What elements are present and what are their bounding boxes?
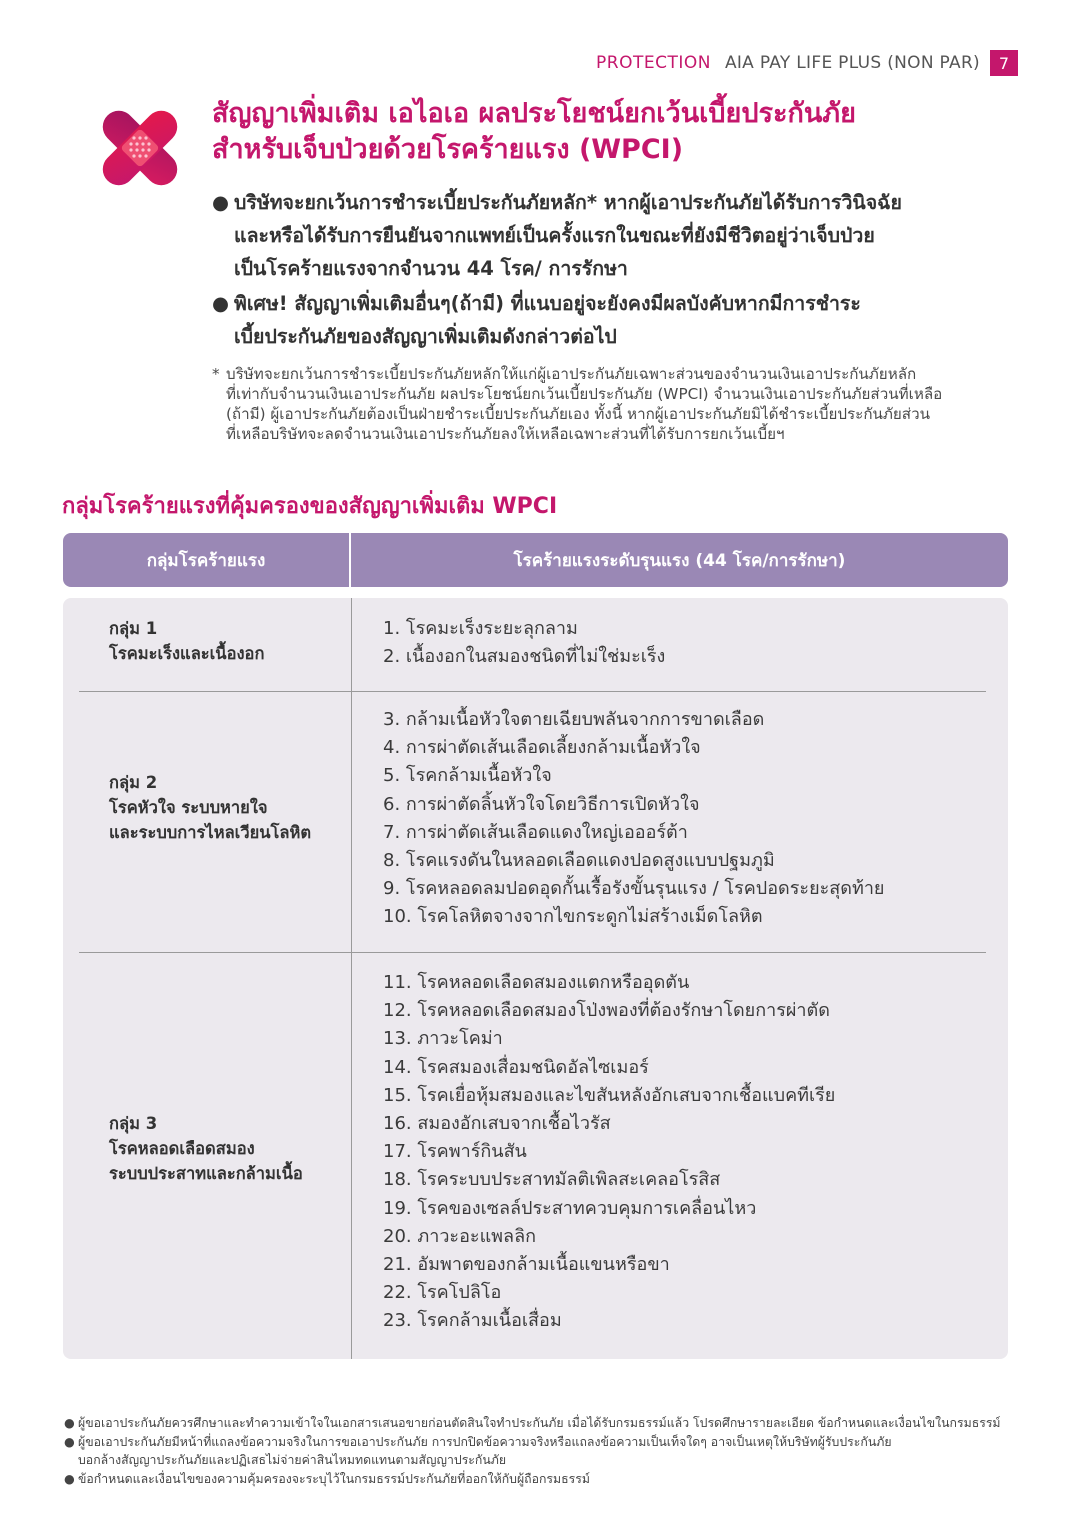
bullet-line: บริษัทจะยกเว้นการชำระเบี้ยประกันภัยหลัก* หากผู้เอาประกันภัยได้รับการวินิจฉัย bbox=[234, 191, 902, 214]
disclaimer-footer bbox=[64, 1414, 1024, 1488]
footnote-asterisk bbox=[212, 364, 1012, 444]
page-number: 7 bbox=[990, 50, 1018, 76]
disease-item: 6. การผ่าตัดลิ้นหัวใจโดยวิธีการเปิดหัวใจ bbox=[383, 793, 700, 815]
bullet-dot-icon: ● bbox=[212, 191, 230, 214]
row-divider bbox=[79, 691, 986, 692]
disease-item: 12. โรคหลอดเลือดสมองโป่งพองที่ต้องรักษาโดยการผ่าตัด bbox=[383, 1000, 830, 1022]
disclaimer-line: ผู้ขอเอาประกันภัยควรศึกษาและทำความเข้าใจในเอกสารเสนอขายก่อนตัดสินใจทำประกันภัย เมื่อได้รับกรมธรรม์แล้ว โปรดศึกษารายละเอียด ข้อกำหนดและเงื่อนไขในกรมธรรม์ bbox=[78, 1416, 1001, 1430]
disclaimer-item bbox=[64, 1414, 1024, 1433]
table-header bbox=[63, 533, 1008, 587]
disease-item: 21. อัมพาตของกล้ามเนื้อแขนหรือขา bbox=[383, 1254, 670, 1276]
group-label-2 bbox=[109, 770, 311, 845]
bullet-dot-icon: ● bbox=[212, 292, 230, 315]
note-line: บริษัทจะยกเว้นการชำระเบี้ยประกันภัยหลักให้แก่ผู้เอาประกันภัยเฉพาะส่วนของจำนวนเงินเอาประกันภัยหลัก bbox=[226, 365, 917, 383]
disease-item: 16. สมองอักเสบจากเชื้อไวรัส bbox=[383, 1113, 611, 1135]
disclaimer-item bbox=[64, 1433, 1024, 1470]
disease-item: 22. โรคโปลิโอ bbox=[383, 1282, 502, 1304]
bullet-dot-icon: ● bbox=[64, 1416, 75, 1430]
disease-item: 13. ภาวะโคม่า bbox=[383, 1028, 503, 1050]
group-label-line: กลุ่ม 1 bbox=[109, 619, 158, 638]
page-title bbox=[212, 96, 992, 168]
bullet-line: เป็นโรคร้ายแรงจากจำนวน 44 โรค/ การรักษา bbox=[234, 257, 628, 280]
group-label-line: โรคหลอดเลือดสมอง bbox=[109, 1139, 255, 1158]
disease-item: 7. การผ่าตัดเส้นเลือดแดงใหญ่เอออร์ต้า bbox=[383, 821, 688, 843]
benefit-bullet bbox=[212, 186, 1012, 285]
disease-item: 19. โรคของเซลล์ประสาทควบคุมการเคลื่อนไหว bbox=[383, 1197, 757, 1219]
disease-list-group-1 bbox=[383, 615, 665, 671]
bullet-line: เบี้ยประกันภัยของสัญญาเพิ่มเติมดังกล่าวต่อไป bbox=[234, 325, 617, 348]
disease-item: 8. โรคแรงดันในหลอดเลือดแดงปอดสูงแบบปฐมภูมิ bbox=[383, 850, 775, 872]
column-header-group: กลุ่มโรคร้ายแรง bbox=[63, 533, 351, 587]
disease-table bbox=[63, 598, 1008, 1359]
disease-item: 2. เนื้องอกในสมองชนิดที่ไม่ใช่มะเร็ง bbox=[383, 646, 666, 668]
page-header bbox=[596, 50, 1018, 76]
disease-item: 14. โรคสมองเสื่อมชนิดอัลไซเมอร์ bbox=[383, 1056, 649, 1078]
disease-item: 1. โรคมะเร็งระยะลุกลาม bbox=[383, 618, 578, 639]
disclaimer-line: ผู้ขอเอาประกันภัยมีหน้าที่แถลงข้อความจริงในการขอเอาประกันภัย การปกปิดข้อความจริงหรือแถลงข้อความเป็นเท็จใดๆ อาจเป็นเหตุให้บริษัทผู้รับประกันภัย bbox=[78, 1434, 892, 1449]
header-section-label: PROTECTION bbox=[596, 53, 711, 73]
note-line: (ถ้ามี) ผู้เอาประกันภัยต้องเป็นฝ่ายชำระเบี้ยประกันภัยเอง ทั้งนี้ หากผู้เอาประกันภัยมิได้ชำระเบี้ยประกันภัยส่วน bbox=[226, 405, 930, 423]
group-label-line: ระบบประสาทและกล้ามเนื้อ bbox=[109, 1164, 303, 1183]
group-label-line: โรคมะเร็งและเนื้องอก bbox=[109, 644, 265, 663]
disease-item: 17. โรคพาร์กินสัน bbox=[383, 1141, 527, 1163]
note-line: ที่เท่ากับจำนวนเงินเอาประกันภัย ผลประโยชน์ยกเว้นเบี้ยประกันภัย (WPCI) จำนวนเงินเอาประกันภัยส่วนที่เหลือ bbox=[226, 385, 943, 403]
bullet-line: พิเศษ! สัญญาเพิ่มเติมอื่นๆ(ถ้ามี) ที่แนบอยู่จะยังคงมีผลบังคับหากมีการชำระ bbox=[234, 292, 861, 315]
disease-item: 10. โรคโลหิตจางจากไขกระดูกไม่สร้างเม็ดโลหิต bbox=[383, 906, 763, 928]
disclaimer-line: ข้อกำหนดและเงื่อนไขของความคุ้มครองจะระบุไว้ในกรมธรรม์ประกันภัยที่ออกให้กับผู้ถือกรมธรรม์ bbox=[78, 1471, 590, 1486]
disease-item: 11. โรคหลอดเลือดสมองแตกหรืออุดตัน bbox=[383, 972, 690, 993]
disease-item: 15. โรคเยื่อหุ้มสมองและไขสันหลังอักเสบจากเชื้อแบคทีเรีย bbox=[383, 1084, 836, 1106]
disclaimer-line: บอกล้างสัญญาประกันภัยและปฏิเสธไม่จ่ายค่าสินไหมทดแทนตามสัญญาประกันภัย bbox=[78, 1453, 507, 1467]
benefit-bullets bbox=[212, 186, 1012, 355]
group-label-line: กลุ่ม 3 bbox=[109, 1114, 158, 1133]
disease-item: 18. โรคระบบประสาทมัลติเพิลสะเคลอโรสิส bbox=[383, 1169, 721, 1191]
bullet-dot-icon: ● bbox=[64, 1434, 75, 1449]
benefit-bullet bbox=[212, 287, 1012, 353]
group-label-3 bbox=[109, 1111, 303, 1186]
disease-item: 20. ภาวะอะแพลลิก bbox=[383, 1225, 536, 1247]
disclaimer-item bbox=[64, 1470, 1024, 1489]
column-divider bbox=[351, 598, 352, 1359]
title-line: สำหรับเจ็บป่วยด้วยโรคร้ายแรง (WPCI) bbox=[212, 134, 684, 165]
disease-item: 9. โรคหลอดลมปอดอุดกั้นเรื้อรังขั้นรุนแรง / โรคปอดระยะสุดท้าย bbox=[383, 878, 885, 900]
bullet-dot-icon: ● bbox=[64, 1471, 75, 1486]
disease-item: 23. โรคกล้ามเนื้อเสื่อม bbox=[383, 1310, 562, 1332]
bullet-line: และหรือได้รับการยืนยันจากแพทย์เป็นครั้งแรกในขณะที่ยังมีชีวิตอยู่ว่าเจ็บป่วย bbox=[234, 224, 875, 247]
note-line: ที่เหลือบริษัทจะลดจำนวนเงินเอาประกันภัยลงให้เหลือเฉพาะส่วนที่ได้รับการยกเว้นเบี้ยฯ bbox=[226, 425, 785, 443]
header-product-name: AIA PAY LIFE PLUS (NON PAR) bbox=[724, 53, 980, 73]
disease-list-group-2 bbox=[383, 706, 884, 932]
section-title: กลุ่มโรคร้ายแรงที่คุ้มครองของสัญญาเพิ่มเติม WPCI bbox=[62, 494, 558, 519]
group-label-line: และระบบการไหลเวียนโลหิต bbox=[109, 823, 312, 842]
row-divider bbox=[79, 952, 986, 953]
disease-item: 3. กล้ามเนื้อหัวใจตายเฉียบพลันจากการขาดเลือด bbox=[383, 709, 765, 730]
column-header-diseases: โรคร้ายแรงระดับรุนแรง (44 โรค/การรักษา) bbox=[513, 550, 846, 571]
disease-item: 5. โรคกล้ามเนื้อหัวใจ bbox=[383, 765, 552, 787]
group-label-1 bbox=[109, 616, 264, 666]
group-label-line: โรคหัวใจ ระบบหายใจ bbox=[109, 798, 268, 817]
group-label-line: กลุ่ม 2 bbox=[109, 773, 158, 792]
title-line: สัญญาเพิ่มเติม เอไอเอ ผลประโยชน์ยกเว้นเบี้ยประกันภัย bbox=[212, 98, 856, 129]
disease-list-group-3 bbox=[383, 969, 835, 1336]
bandage-cross-icon bbox=[96, 104, 184, 192]
disease-item: 4. การผ่าตัดเส้นเลือดเลี้ยงกล้ามเนื้อหัวใจ bbox=[383, 737, 701, 759]
asterisk-marker: * bbox=[212, 365, 220, 383]
